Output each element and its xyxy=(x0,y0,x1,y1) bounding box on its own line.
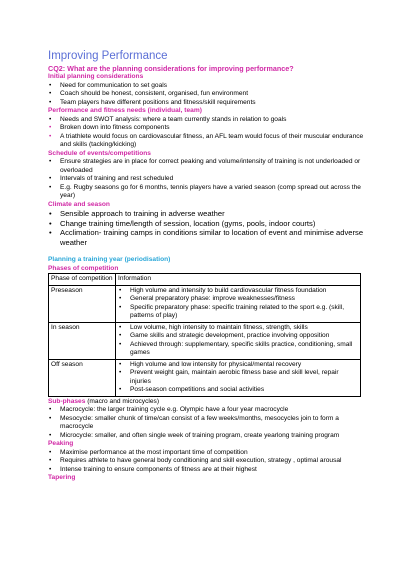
section-heading-planning: Planning a training year (periodisation) xyxy=(48,256,171,264)
info-cell xyxy=(116,322,361,359)
info-cell xyxy=(116,285,361,322)
section-heading-peaking: Peaking xyxy=(48,440,74,448)
list-item: • Team players have different positions and fitness/skill requirements xyxy=(48,99,370,108)
spacer xyxy=(48,247,370,256)
list-item: • Intense training to ensure components of fitness are at their highest xyxy=(48,466,370,475)
core-question: CQ2: What are the planning considerations for improving performance? xyxy=(48,64,294,73)
list-item: • Needs and SWOT analysis: where a team currently stands in relation to goals xyxy=(48,116,370,125)
phase-cell: Off season xyxy=(49,359,116,396)
table-row xyxy=(49,285,361,322)
schedule-list xyxy=(48,158,370,201)
needs-list xyxy=(48,116,370,150)
table-header-row xyxy=(49,274,361,286)
list-item: • Change training time/length of session, location (gyms, pools, indoor courts) xyxy=(48,219,370,229)
list-item: • E.g. Rugby seasons go for 6 months, tennis players have a varied season (comp spread out across the year) xyxy=(48,184,370,201)
phase-cell: In season xyxy=(49,322,116,359)
section-heading-schedule: Schedule of events/competitions xyxy=(48,149,151,157)
list-item: • General preparatory phase: improve weaknesses/fitness xyxy=(118,295,358,304)
list-item: • Acclimation- training camps in conditions similar to location of event and minimise adverse weather xyxy=(48,228,370,247)
section-heading-subphases: Sub-phases (macro and microcycles) xyxy=(48,397,160,405)
initial-list xyxy=(48,82,370,108)
list-item: • Low volume, high intensity to maintain fitness, strength, skills xyxy=(118,324,358,333)
section-heading-tapering: Tapering xyxy=(48,474,76,482)
info-cell xyxy=(116,359,361,396)
list-item: • Maximise performance at the most important time of competition xyxy=(48,449,370,458)
list-item: • Intervals of training and rest scheduled xyxy=(48,175,370,184)
peaking-list xyxy=(48,449,370,475)
page-title: Improving Performance xyxy=(48,50,168,62)
table-row xyxy=(49,359,361,396)
list-item: • Requires athlete to have general body conditioning and skill execution, strategy , optimal arousal xyxy=(48,457,370,466)
section-heading-phases: Phases of competition xyxy=(48,264,119,272)
list-item: • Ensure strategies are in place for correct peaking and volume/intensity of training is not underloaded or overloaded xyxy=(48,158,370,175)
subphases-list xyxy=(48,406,370,440)
section-heading-climate: Climate and season xyxy=(48,200,110,208)
list-item: • Macrocycle: the larger training cycle e.g. Olympic have a four year macrocycle xyxy=(48,406,370,415)
list-item: • Coach should be honest, consistent, organised, fun environment xyxy=(48,90,370,99)
section-heading-initial: Initial planning considerations xyxy=(48,73,144,80)
list-item: • Specific preparatory phase: specific training related to the sport e.g. (skill, patterns of play) xyxy=(118,304,358,321)
list-item: • A triathlete would focus on cardiovascular fitness, an AFL team would focus of their muscular endurance and skills (tacking/kicking) xyxy=(48,133,370,150)
table-row xyxy=(49,322,361,359)
list-item: • High volume and low intensity for physical/mental recovery xyxy=(118,361,358,370)
table-header-phase: Phase of competition xyxy=(49,274,116,286)
list-item: • Sensible approach to training in adverse weather xyxy=(48,209,370,219)
list-item: • Need for communication to set goals xyxy=(48,82,370,91)
list-item: • Prevent weight gain, maintain aerobic fitness base and skill level, repair injuries xyxy=(118,369,358,386)
list-item: • High volume and intensity to build cardiovascular fitness foundation xyxy=(118,287,358,296)
phase-cell: Preseason xyxy=(49,285,116,322)
climate-list xyxy=(48,209,370,247)
phases-table xyxy=(48,273,361,397)
list-item: • Achieved through: supplementary, specific skills practice, conditioning, small games xyxy=(118,341,358,358)
table-header-info: Information xyxy=(116,274,361,286)
list-item: • Post-season competitions and social activities xyxy=(118,386,358,395)
section-heading-needs: Performance and fitness needs (individual, team) xyxy=(48,107,202,114)
list-item: • Microcycle: smaller, and often single week of training program, create yearlong training program xyxy=(48,432,370,441)
list-item: • Broken down into fitness components xyxy=(48,124,370,133)
list-item: • Game skills and strategic development, practice involving opposition xyxy=(118,332,358,341)
list-item: • Mesocycle: smaller chunk of time/can consist of a few weeks/months, mesocycles join to form a macrocycle xyxy=(48,415,370,432)
